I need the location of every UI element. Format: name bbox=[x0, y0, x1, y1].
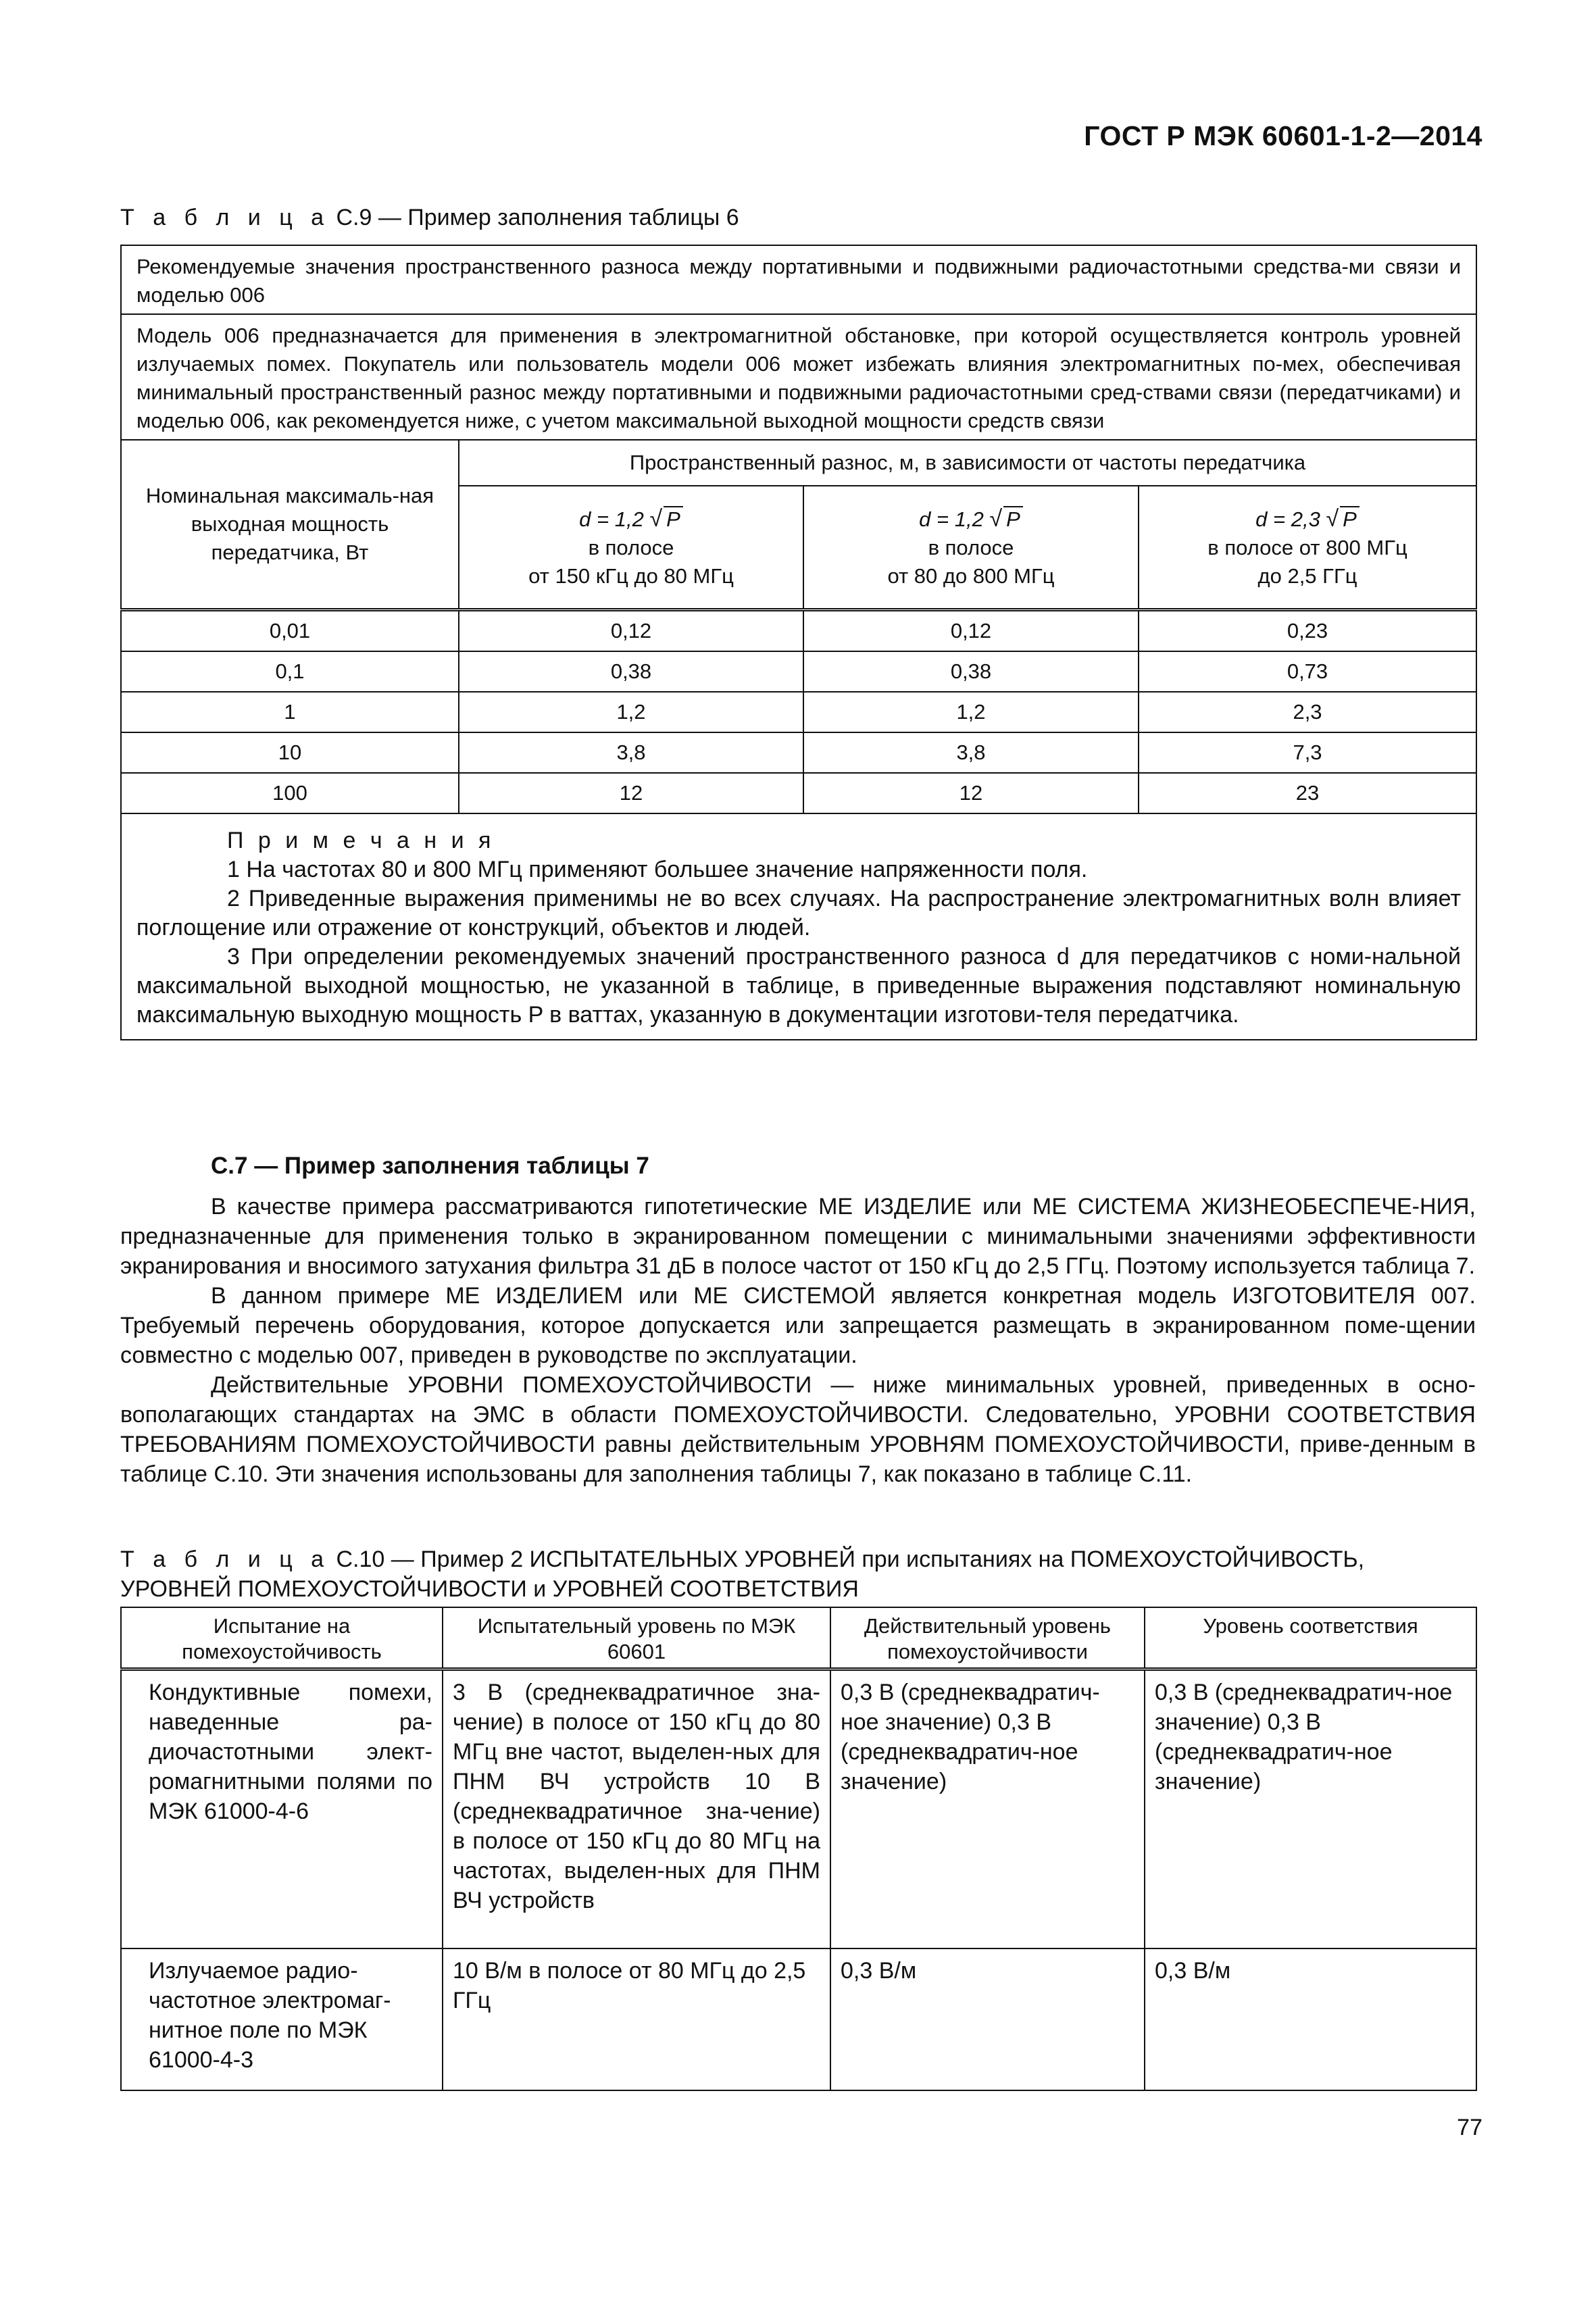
sqrt-icon: √ P bbox=[989, 505, 1022, 534]
distance-cell: 3,8 bbox=[459, 732, 803, 773]
formula-arg: P bbox=[1003, 506, 1023, 531]
freq-range-line2: до 2,5 ГГц bbox=[1257, 563, 1357, 588]
power-cell: 0,01 bbox=[121, 610, 459, 652]
table-c9-title: Рекомендуемые значения пространственного разноса между портативными и подвижными радиочастотными средства-ми связи и моделью 006 bbox=[121, 245, 1476, 314]
test-level-cell: 10 В/м в полосе от 80 МГц до 2,5 ГГц bbox=[443, 1948, 830, 2090]
distance-cell: 0,38 bbox=[459, 651, 803, 692]
col-header-compliance-level: Уровень соответствия bbox=[1145, 1607, 1476, 1669]
formula-prefix: d = 1,2 bbox=[919, 507, 984, 531]
table-c9-caption bbox=[120, 203, 739, 232]
table-c10-caption-line1 bbox=[120, 1544, 1476, 1574]
distance-cell: 0,73 bbox=[1139, 651, 1476, 692]
page-number: 77 bbox=[1457, 2115, 1482, 2140]
table-c10-caption-line2: УРОВНЕЙ ПОМЕХОУСТОЙЧИВОСТИ и УРОВНЕЙ СООТВЕТСТВИЯ bbox=[120, 1576, 859, 1602]
compliance-level-cell: 0,3 В (среднеквадратич-ное значение) 0,3 В (среднеквадратич-ное значение) bbox=[1145, 1669, 1476, 1949]
table-row bbox=[121, 732, 1476, 773]
distance-cell: 0,23 bbox=[1139, 610, 1476, 652]
actual-level-cell: 0,3 В (среднеквадратич-ное значение) 0,3 В (среднеквадратич-ное значение) bbox=[830, 1669, 1145, 1949]
table-c10-caption-text: С.10 — Пример 2 ИСПЫТАТЕЛЬНЫХ УРОВНЕЙ при испытаниях на ПОМЕХОУСТОЙЧИВОСТЬ, bbox=[336, 1546, 1365, 1572]
col-header-test-level: Испытательный уровень по МЭК 60601 bbox=[443, 1607, 830, 1669]
freq-column-header bbox=[803, 486, 1139, 610]
distance-cell: 3,8 bbox=[803, 732, 1139, 773]
table-row bbox=[121, 1669, 1476, 1949]
distance-cell: 1,2 bbox=[803, 692, 1139, 732]
compliance-level-cell: 0,3 В/м bbox=[1145, 1948, 1476, 2090]
paragraph-2: В данном примере МЕ ИЗДЕЛИЕМ или МЕ СИСТЕМОЙ является конкретная модель ИЗГОТОВИТЕЛЯ 007. Требуемый перечень оборудования, которое допускается или запрещается размещать в экранированном поме-щении совместно с моделью 007, приведен в руководстве по эксплуатации. bbox=[120, 1283, 1476, 1368]
freq-range-line2: от 80 до 800 МГц bbox=[887, 563, 1055, 588]
freq-column-header bbox=[459, 486, 803, 610]
table-c9-intro: Модель 006 предназначается для применения в электромагнитной обстановке, при которой осуществляется контроль уровней излучаемых помех. Покупатель или пользователь модели 006 может избежать влияния электромагнитных по-мех, обеспечивая минимальный пространственный разнос между портативными и подвижными радиочастотными сред-ствами связи (передатчиками) и моделью 006, как рекомендуется ниже, с учетом максимальной выходной мощности средств связи bbox=[121, 314, 1476, 440]
distance-formula bbox=[1139, 505, 1476, 534]
note-2: 2 Приведенные выражения применимы не во всех случаях. На распространение электромагнитных волн влияет поглощение или отражение от конструкций, объектов и людей. bbox=[136, 886, 1462, 940]
distance-column-header: Пространственный разнос, м, в зависимости от частоты передатчика bbox=[459, 440, 1476, 486]
distance-cell: 23 bbox=[1139, 773, 1476, 813]
table-row bbox=[121, 692, 1476, 732]
table-row bbox=[121, 651, 1476, 692]
distance-cell: 7,3 bbox=[1139, 732, 1476, 773]
sqrt-icon: √ P bbox=[649, 505, 682, 534]
paragraph-3: Действительные УРОВНИ ПОМЕХОУСТОЙЧИВОСТИ — ниже минимальных уровней, приведенных в осно-вополагающих стандартах на ЭМС в области ПОМЕХОУСТОЙЧИВОСТИ. Следовательно, УРОВНИ СООТВЕТСТВИЯ ТРЕБОВАНИЯМ ПОМЕХОУСТОЙЧИВОСТИ равны действительным УРОВНЯМ ПОМЕХОУСТОЙЧИВОСТИ, приве-денным в таблице С.10. Эти значения использованы для заполнения таблицы 7, как показано в таблице С.11. bbox=[120, 1372, 1476, 1487]
table-c9-caption-text: С.9 — Пример заполнения таблицы 6 bbox=[336, 205, 739, 230]
distance-cell: 0,12 bbox=[803, 610, 1139, 652]
distance-cell: 12 bbox=[803, 773, 1139, 813]
test-level-cell: 3 В (среднеквадратичное зна-чение) в полосе от 150 кГц до 80 МГц вне частот, выделен-ных для ПНМ ВЧ устройств 10 В (среднеквадратичное зна-чение) в полосе от 150 кГц до 80 МГц на частотах, выделен-ных для ПНМ ВЧ устройств bbox=[443, 1669, 830, 1949]
freq-range-line2: от 150 кГц до 80 МГц bbox=[528, 563, 734, 588]
test-cell: Излучаемое радио-частотное электромаг-нитное поле по МЭК 61000-4-3 bbox=[121, 1948, 443, 2090]
table-c9-caption-prefix: Т а б л и ц а bbox=[120, 205, 330, 230]
distance-formula bbox=[804, 505, 1138, 534]
distance-cell: 1,2 bbox=[459, 692, 803, 732]
paragraph-1: В качестве примера рассматриваются гипотетические МЕ ИЗДЕЛИЕ или МЕ СИСТЕМА ЖИЗНЕОБЕСПЕЧЕ-НИЯ, предназначенные для применения только в экранированном помещении с минимальными значениями эффективности экранирования и вносимого затухания фильтра 31 дБ в полосе частот от 150 кГц до 2,5 ГГц. Поэтому используется таблица 7. bbox=[120, 1194, 1476, 1279]
distance-cell: 0,38 bbox=[803, 651, 1139, 692]
table-c10-caption-prefix: Т а б л и ц а bbox=[120, 1546, 330, 1572]
freq-range-line1: в полосе bbox=[928, 535, 1014, 559]
power-cell: 0,1 bbox=[121, 651, 459, 692]
actual-level-cell: 0,3 В/м bbox=[830, 1948, 1145, 2090]
section-body bbox=[120, 1192, 1476, 1489]
sqrt-icon: √ P bbox=[1326, 505, 1359, 534]
table-row bbox=[121, 610, 1476, 652]
power-column-header: Номинальная максималь-ная выходная мощность передатчика, Вт bbox=[121, 440, 459, 610]
table-c9-notes bbox=[121, 813, 1476, 1040]
table-row bbox=[121, 773, 1476, 813]
freq-column-header bbox=[1139, 486, 1476, 610]
distance-cell: 12 bbox=[459, 773, 803, 813]
distance-cell: 0,12 bbox=[459, 610, 803, 652]
freq-range-line1: в полосе от 800 МГц bbox=[1207, 535, 1407, 559]
formula-arg: P bbox=[1340, 506, 1360, 531]
formula-prefix: d = 2,3 bbox=[1255, 507, 1320, 531]
notes-title: П р и м е ч а н и я bbox=[227, 828, 495, 853]
table-c10 bbox=[120, 1607, 1477, 2091]
test-cell: Кондуктивные помехи, наведенные ра-диочастотными элект-ромагнитными полями по МЭК 61000-4-6 bbox=[121, 1669, 443, 1949]
note-3: 3 При определении рекомендуемых значений пространственного разноса d для передатчиков с номи-нальной максимальной выходной мощностью, не указанной в таблице, в приведенные выражения подставляют номинальную максимальную выходную мощность P в ваттах, указанную в документации изготови-теля передатчика. bbox=[136, 944, 1462, 1028]
col-header-actual-level: Действительный уровень помехоустойчивости bbox=[830, 1607, 1145, 1669]
table-c9 bbox=[120, 245, 1477, 1040]
standard-header: ГОСТ Р МЭК 60601-1-2—2014 bbox=[1084, 120, 1482, 151]
col-header-test: Испытание на помехоустойчивость bbox=[121, 1607, 443, 1669]
formula-prefix: d = 1,2 bbox=[579, 507, 644, 531]
note-1: 1 На частотах 80 и 800 МГц применяют большее значение напряженности поля. bbox=[227, 857, 1088, 882]
table-row bbox=[121, 1948, 1476, 2090]
table-c10-caption bbox=[120, 1544, 1476, 1604]
power-cell: 100 bbox=[121, 773, 459, 813]
distance-formula bbox=[459, 505, 803, 534]
freq-range-line1: в полосе bbox=[588, 535, 674, 559]
section-heading: С.7 — Пример заполнения таблицы 7 bbox=[211, 1153, 649, 1179]
distance-cell: 2,3 bbox=[1139, 692, 1476, 732]
power-cell: 10 bbox=[121, 732, 459, 773]
power-cell: 1 bbox=[121, 692, 459, 732]
formula-arg: P bbox=[664, 506, 683, 531]
